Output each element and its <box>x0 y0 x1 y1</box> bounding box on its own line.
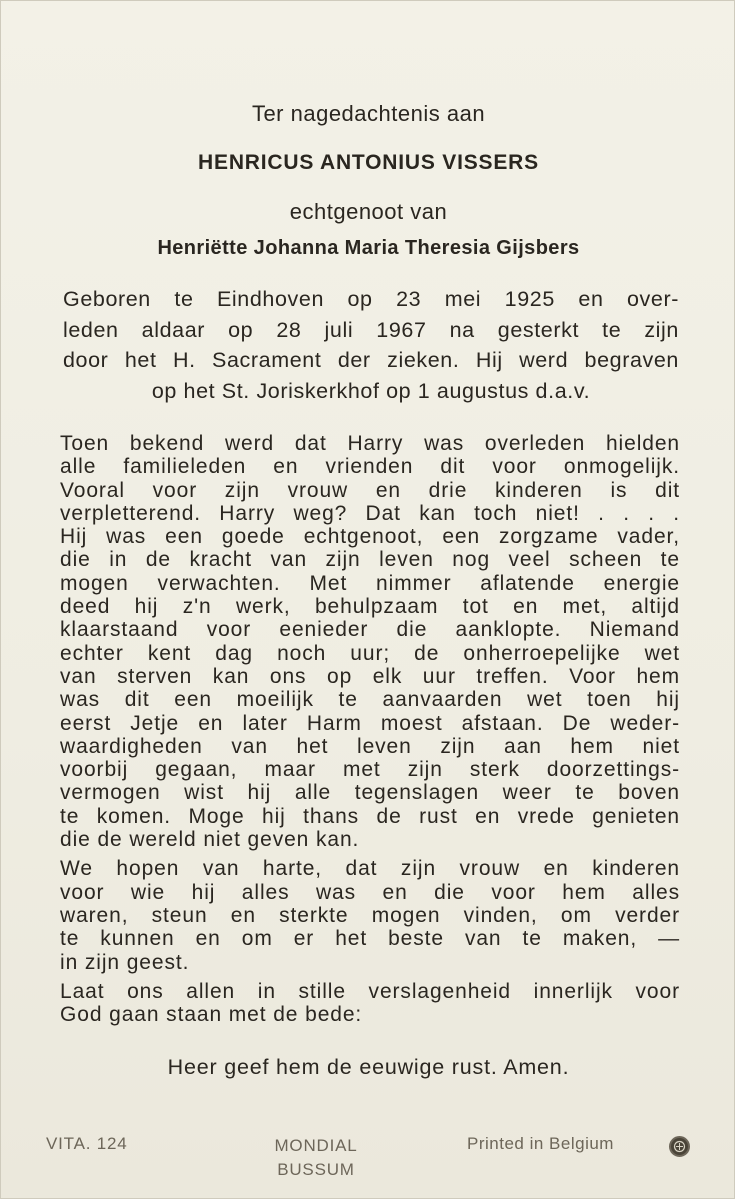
spouse-label: echtgenoot van <box>289 199 448 224</box>
publisher <box>251 1134 381 1182</box>
bio-line: door het H. Sacrament der zieken. Hij werd begraven <box>63 348 679 372</box>
biography <box>63 284 679 406</box>
text-line: Toen bekend werd dat Harry was overleden hielden <box>60 432 680 455</box>
text-line: God gaan staan met de bede: <box>60 1003 363 1027</box>
text-line: was dit een moeilijk te aanvaarden wet toen hij <box>60 688 680 712</box>
prayer-text: Heer geef hem de eeuwige rust. Amen. <box>167 1055 570 1079</box>
text-line: waardigheden van het leven zijn aan hem niet <box>60 734 680 758</box>
text-line: die in de kracht van zijn leven nog veel scheen te <box>60 548 680 572</box>
text-line: eerst Jetje en later Harm moest afstaan. De weder- <box>60 711 680 735</box>
text-line: We hopen van harte, dat zijn vrouw en kinderen <box>60 857 680 881</box>
text-line: Laat ons allen in stille verslagenheid innerlijk voor <box>60 979 680 1003</box>
text-line: waren, steun en sterkte mogen vinden, om verder <box>60 903 680 927</box>
text-line: echter kent dag noch uur; de onherroepelijke wet <box>60 641 680 665</box>
paragraph-3 <box>60 980 680 1027</box>
text-line: te kunnen en om er het beste van te maken, — <box>60 927 680 951</box>
printed-in: Printed in Belgium <box>467 1134 614 1153</box>
text-line: Vooral voor zijn vrouw en drie kinderen is dit <box>60 478 680 502</box>
memorial-text <box>60 432 680 1032</box>
text-line: te komen. Moge hij thans de rust en vrede genieten <box>60 804 680 828</box>
text-line: klaarstaand voor eenieder die aanklopte. Niemand <box>60 618 680 642</box>
text-line: mogen verwachten. Met nimmer aflatende energie <box>60 571 680 595</box>
text-line: in zijn geest. <box>60 950 190 974</box>
bio-line: Geboren te Eindhoven op 23 mei 1925 en over- <box>63 287 679 311</box>
text-line: alle familieleden en vrienden dit voor onmogelijk. <box>60 455 680 479</box>
spouse-name: Henriëtte Johanna Maria Theresia Gijsbers <box>157 237 580 259</box>
text-line: Hij was een goede echtgenoot, een zorgzame vader, <box>60 525 680 549</box>
text-line: vermogen wist hij alle tegenslagen weer te boven <box>60 781 680 805</box>
text-line: deed hij z'n werk, behulpzaam tot en met, altijd <box>60 595 680 619</box>
publisher-name: MONDIAL <box>274 1136 358 1155</box>
publisher-city: BUSSUM <box>277 1160 355 1179</box>
card-code: VITA. 124 <box>46 1134 128 1153</box>
text-line: voor wie hij alles was en die voor hem alles <box>60 880 680 904</box>
printer-logo-icon <box>669 1136 690 1157</box>
paragraph-2 <box>60 857 680 973</box>
text-line: die de wereld niet geven kan. <box>60 828 360 852</box>
bio-line: op het St. Joriskerkhof op 1 augustus d.a.v. <box>151 378 591 403</box>
text-line: verpletterend. Harry weg? Dat kan toch niet! . . . . <box>60 501 680 525</box>
text-line: voorbij gegaan, maar met zijn sterk doorzettings- <box>60 758 680 782</box>
bio-line: leden aldaar op 28 juli 1967 na gesterkt te zijn <box>63 317 679 342</box>
paragraph-1 <box>60 432 680 851</box>
intro-text: Ter nagedachtenis aan <box>251 101 486 126</box>
deceased-name: HENRICUS ANTONIUS VISSERS <box>198 151 539 174</box>
text-line: van sterven kan ons op elk uur treffen. Voor hem <box>60 664 680 688</box>
